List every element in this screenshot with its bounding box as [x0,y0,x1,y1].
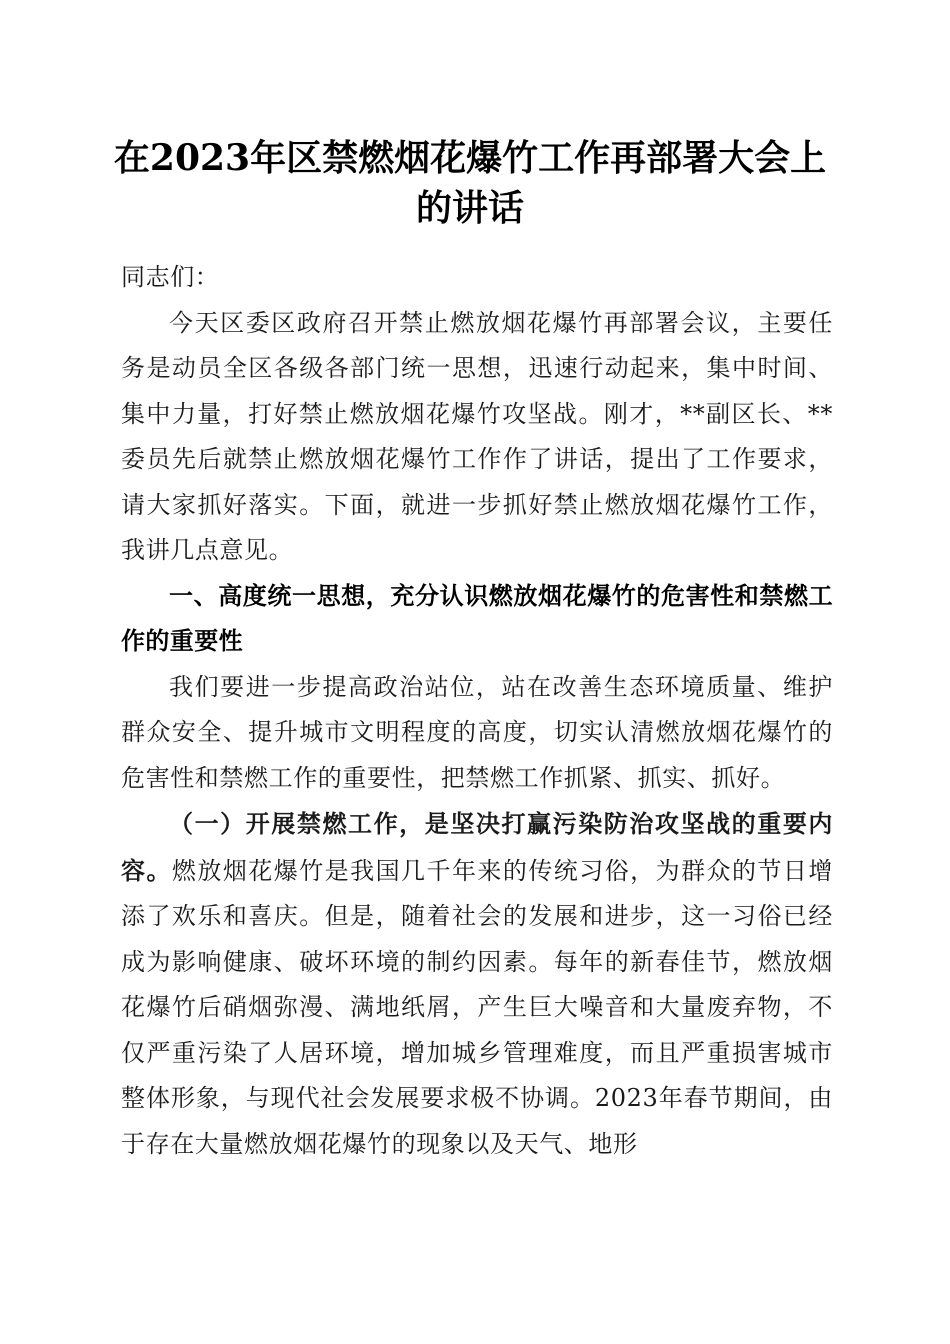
document-title: 在2023年区禁燃烟花爆竹工作再部署大会上的讲话 [113,137,827,229]
subsection-paragraph-1 [121,801,833,1167]
section-heading-1: 一、高度统一思想，充分认识燃放烟花爆竹的危害性和禁燃工作的重要性 [121,581,833,655]
document-body [121,255,833,1167]
section-paragraph-1: 我们要进一步提高政治站位，站在改善生态环境质量、维护群众安全、提升城市文明程度的高度，切实认清燃放烟花爆竹的危害性和禁燃工作的重要性，把禁燃工作抓紧、抓实、抓好。 [121,672,833,792]
subsection-text-1: 燃放烟花爆竹是我国几千年来的传统习俗，为群众的节日增添了欢乐和喜庆。但是，随着社会的发展和进步，这一习俗已经成为影响健康、破坏环境的制约因素。每年的新春佳节，燃放烟花爆竹后硝烟弥漫、满地纸屑，产生巨大噪音和大量废弃物，不仅严重污染了人居环境，增加城乡管理难度，而且严重损害城市整体形象，与现代社会发展要求极不协调。2023年春节期间，由于存在大量燃放烟花爆竹的现象以及天气、地形 [121,856,833,1158]
intro-paragraph: 今天区委区政府召开禁止燃放烟花爆竹再部署会议，主要任务是动员全区各级各部门统一思想，迅速行动起来，集中时间、集中力量，打好禁止燃放烟花爆竹攻坚战。刚才，**副区长、**委员先后就禁止燃放烟花爆竹工作作了讲话，提出了工作要求，请大家抓好落实。下面，就进一步抓好禁止燃放烟花爆竹工作，我讲几点意见。 [121,308,833,564]
salutation: 同志们： [121,263,220,291]
subsection-lead-1: （一）开展禁燃工作，是坚决打赢污染防治攻坚战的重要内容。 [121,809,833,885]
